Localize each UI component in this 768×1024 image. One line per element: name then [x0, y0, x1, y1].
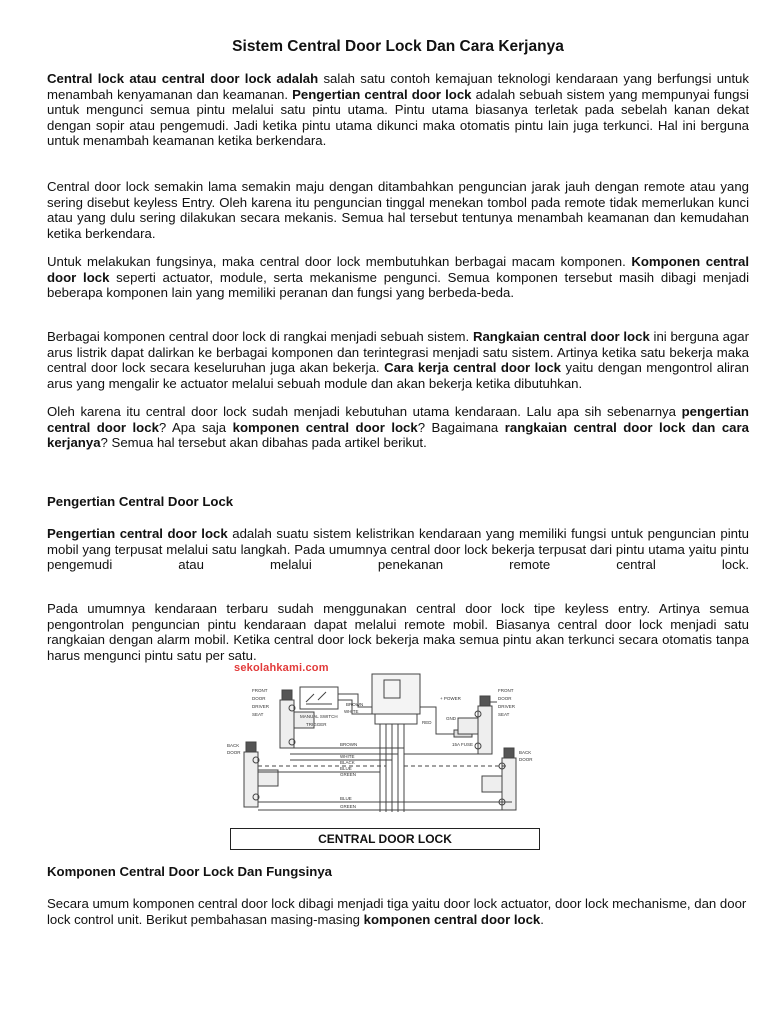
text-run: salah satu contoh kemajuan teknologi kendaraan yang berfungsi untuk menambah kenyamanan dan keamanan.	[47, 71, 749, 102]
bold-phrase: pengertian central door lock	[47, 404, 749, 435]
diagram-caption: CENTRAL DOOR LOCK	[230, 828, 540, 850]
central-door-lock-diagram	[222, 662, 542, 852]
text-run: .	[540, 911, 544, 927]
svg-text:+ POWER: + POWER	[440, 696, 461, 701]
text-run: ini berguna agar arus listrik dapat dalirkan ke berbagai komponen dan terintegrasi menjadi satu sistem. Artinya ketika satu bekerja maka central door lock secara keseluruhan juga akan bekerja.	[47, 329, 749, 376]
svg-text:GND: GND	[446, 716, 456, 721]
svg-text:GREEN: GREEN	[340, 804, 357, 809]
document-title: Sistem Central Door Lock Dan Cara Kerjanya	[232, 38, 564, 55]
svg-text:BROWN: BROWN	[346, 702, 364, 707]
watermark-text: sekolahkami.com	[234, 662, 329, 674]
text-run: Oleh karena itu central door lock sudah menjadi kebutuhan utama kendaraan. Lalu apa sih sebenarnya	[47, 404, 682, 419]
paragraph-intro	[47, 71, 749, 149]
bold-phrase: Pengertian central door lock	[292, 86, 472, 102]
svg-text:GREEN: GREEN	[340, 772, 357, 777]
svg-text:15A FUSE: 15A FUSE	[452, 742, 474, 747]
svg-text:RED: RED	[422, 720, 432, 725]
svg-text:DOOR: DOOR	[227, 750, 241, 755]
paragraph-pengertian	[47, 526, 749, 573]
svg-text:BACK: BACK	[519, 750, 532, 755]
svg-text:MANUAL SWITCH: MANUAL SWITCH	[300, 714, 338, 719]
paragraph-komponen-intro	[47, 896, 749, 927]
svg-text:DRIVER: DRIVER	[498, 704, 516, 709]
text-run: yaitu dengan mengontrol aliran arus yang mengalir ke actuator melalui sebuah module dan akan bekerja ketika dibutuhkan.	[47, 360, 749, 391]
svg-text:BLUE: BLUE	[340, 766, 352, 771]
text-run: Secara umum komponen central door lock dibagi menjadi tiga yaitu door lock actuator, door lock mechanisme, dan door lock control unit. Berikut pembahasan masing-masing	[47, 896, 747, 927]
bold-phrase: Komponen central door lock	[47, 254, 749, 285]
svg-text:DOOR: DOOR	[252, 696, 266, 701]
text-run: ? Apa saja	[158, 419, 233, 435]
text-run: Untuk melakukan fungsinya, maka central door lock membutuhkan berbagai macam komponen.	[47, 254, 632, 269]
svg-text:BLUE: BLUE	[340, 796, 352, 801]
paragraph-komponen	[47, 254, 749, 301]
wiring-diagram-svg	[222, 662, 542, 827]
text-run: Pada umumnya kendaraan terbaru sudah menggunakan central door lock tipe keyless entry. Artinya semua pengontrolan penguncian pintu kendaraan dapat melalui remote mobil. Biasanya central door lock menjadi satu rangkaian dengan alarm mobil. Ketika central door lock bekerja maka semua pintu akan terkunci secara otomatis tanpa harus mengunci pintu satu per satu.	[47, 601, 749, 663]
bold-phrase: komponen central door lock	[363, 911, 541, 927]
text-run: adalah suatu sistem kelistrikan kendaraan yang memiliki fungsi untuk penguncian pintu mobil yang terpusat melalui satu langkah. Pada umumnya central door lock bekerja terpusat dari pintu utama yaitu pintu pengemudi atau melalui penekanan remote central lock.	[47, 526, 749, 573]
text-run: adalah sebuah sistem yang mempunyai fungsi untuk mengunci semua pintu melalui satu pintu utama. Pintu utama biasanya terletak pada sebelah kanan dekat dengan sopir atau pengemudi. Jadi ketika pintu utama dikunci maka otomatis pintu lain juga terkunci. Hal ini berguna untuk menambah keamanan ketika berkendara.	[47, 86, 749, 149]
svg-text:SEAT: SEAT	[252, 712, 264, 717]
bold-phrase: rangkaian central door lock dan cara kerjanya	[47, 419, 749, 451]
text-run: Central door lock semakin lama semakin maju dengan ditambahkan penguncian jarak jauh dengan remote atau yang sering disebut keyless Entry. Oleh karena itu penguncian tinggal menekan tombol pada remote tidak memerlukan kunci atau yang dulu sering dilakukan secara mekanis. Semua hal tersebut tentunya menambah keamanan dan kemudahan ketika berkendara.	[47, 179, 749, 241]
svg-text:DRIVER: DRIVER	[252, 704, 270, 709]
section-heading-pengertian: Pengertian Central Door Lock	[47, 494, 234, 509]
svg-text:WHITE: WHITE	[340, 754, 355, 759]
text-run: ? Semua hal tersebut akan dibahas pada artikel berikut.	[100, 435, 427, 451]
paragraph-keyless	[47, 179, 749, 241]
section-heading-komponen: Komponen Central Door Lock Dan Fungsinya	[47, 864, 333, 879]
text-run: ? Bagaimana	[417, 419, 505, 435]
svg-text:TRIGGER: TRIGGER	[306, 722, 327, 727]
svg-text:SEAT: SEAT	[498, 712, 510, 717]
bold-phrase: Pengertian central door lock	[47, 526, 228, 541]
bold-phrase: Rangkaian central door lock	[472, 329, 650, 344]
bold-phrase: Cara kerja central door lock	[384, 360, 562, 376]
text-run: Berbagai komponen central door lock di rangkai menjadi sebuah sistem.	[47, 329, 473, 344]
paragraph-keyless-entry	[47, 601, 749, 663]
paragraph-pertanyaan	[47, 404, 749, 451]
svg-text:DOOR: DOOR	[498, 696, 512, 701]
bold-phrase: komponen central door lock	[232, 419, 418, 435]
svg-text:BACK: BACK	[227, 743, 240, 748]
svg-text:DOOR: DOOR	[519, 757, 533, 762]
svg-text:FRONT: FRONT	[498, 688, 514, 693]
svg-text:FRONT: FRONT	[252, 688, 268, 693]
svg-text:BROWN: BROWN	[340, 742, 358, 747]
svg-text:BLACK: BLACK	[340, 760, 355, 765]
text-run: seperti actuator, module, serta mekanisme pengunci. Semua komponen tersebut masih dibagi menjadi beberapa komponen lain yang memiliki peranan dan fungsi yang berbeda-beda.	[47, 269, 749, 301]
svg-text:WHITE: WHITE	[344, 709, 359, 714]
bold-phrase: Central lock atau central door lock adalah	[47, 71, 319, 86]
paragraph-rangkaian	[47, 329, 749, 391]
